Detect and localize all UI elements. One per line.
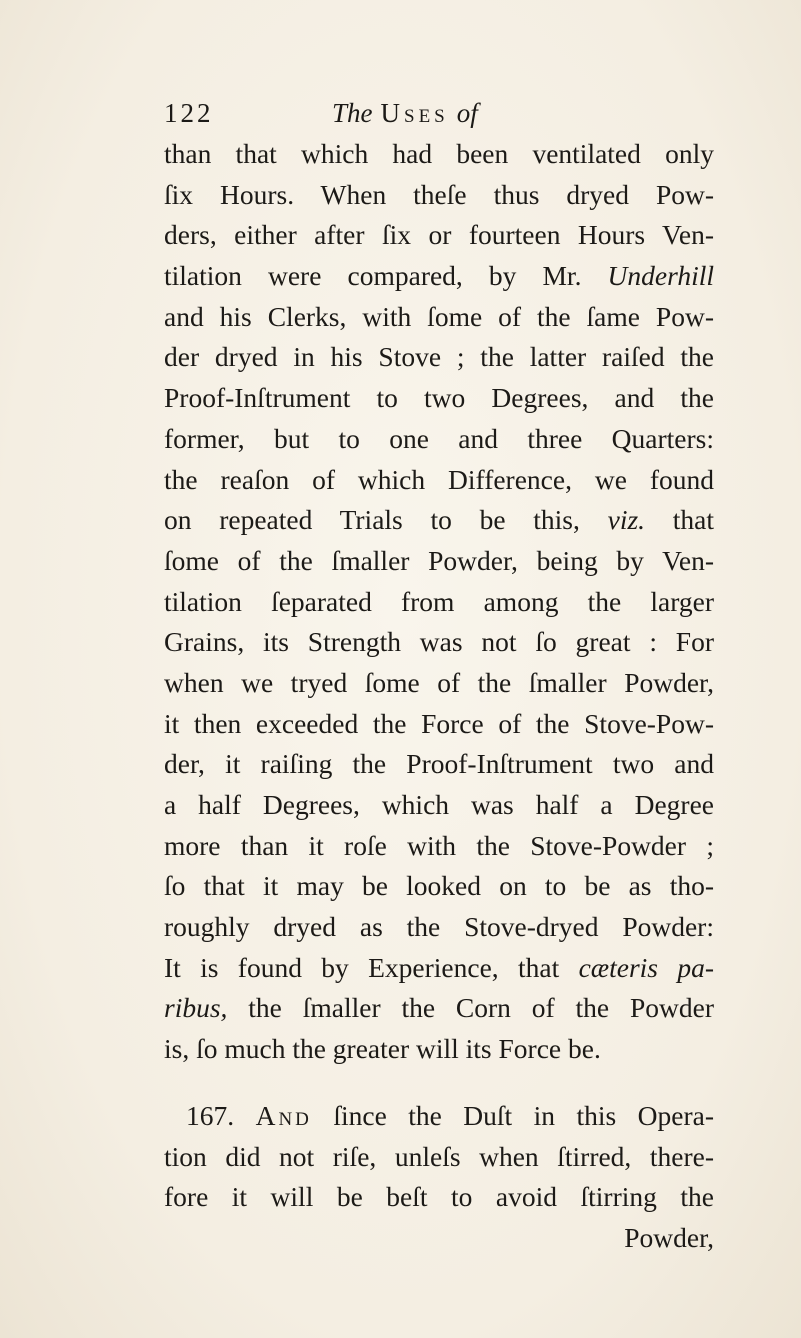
running-head-the: The bbox=[332, 98, 373, 128]
text-line bbox=[164, 988, 714, 1029]
running-head-uses: Uses bbox=[380, 98, 449, 128]
latin-phrase: cæteris pa- bbox=[578, 951, 714, 983]
text-line: der, it raiſing the Proof-Inſtrument two and bbox=[164, 748, 714, 780]
text-segment: tilation were compared, by Mr. bbox=[164, 260, 582, 292]
text-line: ſome of the ſmaller Powder, being by Ven- bbox=[164, 544, 714, 576]
text-line: tion did not riſe, unleſs when ſtirred, there- bbox=[164, 1140, 714, 1172]
running-head bbox=[332, 98, 478, 129]
text-line: more than it roſe with the Stove-Powder ; bbox=[164, 829, 714, 861]
running-head-of: of bbox=[456, 98, 478, 128]
text-line: ders, either after ſix or fourteen Hours Ven- bbox=[164, 219, 714, 251]
body-text bbox=[164, 134, 714, 1259]
text-line bbox=[164, 256, 714, 297]
text-line: roughly dryed as the Stove-dryed Powder: bbox=[164, 911, 714, 943]
person-name-underhill: Underhill bbox=[607, 260, 714, 292]
text-line: is, ſo much the greater will its Force be. bbox=[164, 1033, 601, 1065]
text-segment: on repeated Trials to be this, bbox=[164, 504, 580, 536]
text-line: former, but to one and three Quarters: bbox=[164, 422, 714, 454]
text-line bbox=[164, 948, 714, 989]
paragraph-gap bbox=[164, 1070, 714, 1096]
text-line: the reaſon of which Difference, we found bbox=[164, 463, 714, 495]
latin-viz: viz. bbox=[607, 504, 646, 536]
paragraph-lead-word: And bbox=[255, 1099, 312, 1131]
paragraph-number: 167. bbox=[186, 1099, 235, 1131]
text-line: ſix Hours. When theſe thus dryed Pow- bbox=[164, 178, 714, 210]
text-segment: ſince the Duſt in this Opera- bbox=[333, 1099, 714, 1131]
text-line: tilation ſeparated from among the larger bbox=[164, 585, 714, 617]
text-line: it then exceeded the Force of the Stove-Pow- bbox=[164, 707, 714, 739]
text-line: der dryed in his Stove ; the latter raiſed the bbox=[164, 341, 714, 373]
page-header bbox=[164, 98, 644, 138]
text-segment: It is found by Experience, that bbox=[164, 951, 560, 983]
catchword: Powder, bbox=[624, 1221, 714, 1253]
text-line bbox=[164, 500, 714, 541]
text-line: fore it will be beſt to avoid ſtirring the bbox=[164, 1181, 714, 1213]
text-line: a half Degrees, which was half a Degree bbox=[164, 789, 714, 820]
text-segment: that bbox=[672, 504, 715, 536]
text-line: ſo that it may be looked on to be as tho- bbox=[164, 870, 714, 902]
page-number: 122 bbox=[164, 98, 214, 128]
text-line: Grains, its Strength was not ſo great : For bbox=[164, 626, 714, 658]
text-line: Proof-Inſtrument to two Degrees, and the bbox=[164, 382, 714, 414]
text-segment: the ſmaller the Corn of the Powder bbox=[248, 992, 714, 1024]
text-line: than that which had been ventilated only bbox=[164, 138, 714, 169]
latin-phrase-end: ribus, bbox=[164, 992, 228, 1024]
text-line: when we tryed ſome of the ſmaller Powder, bbox=[164, 666, 714, 698]
text-line: and his Clerks, with ſome of the ſame Pow- bbox=[164, 300, 714, 332]
text-line bbox=[164, 1096, 714, 1137]
